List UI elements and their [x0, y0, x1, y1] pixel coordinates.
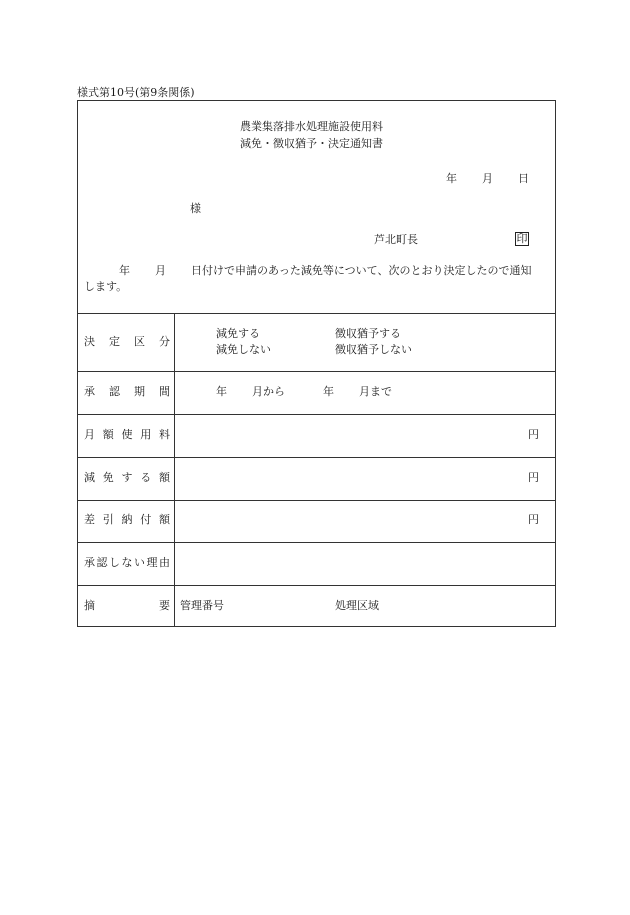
body-text-line2: します。	[84, 280, 128, 293]
label-column-divider	[174, 313, 175, 626]
issuer-name: 芦北町長	[374, 233, 418, 246]
seal-mark: 印	[516, 232, 528, 245]
reduction-unit: 円	[528, 471, 539, 484]
summary-label-left: 摘	[84, 599, 95, 612]
net-payment-label: 差引納付額	[84, 513, 170, 526]
management-number-label: 管理番号	[180, 599, 224, 612]
period-year-to: 年	[323, 385, 334, 398]
treatment-area-label: 処理区域	[335, 599, 379, 612]
row-divider	[78, 414, 555, 415]
notice-form	[77, 100, 556, 627]
body-text-line1: 日付けで申請のあった減免等について、次のとおり決定したので通知	[191, 264, 532, 277]
reduction-label: 減免する額	[84, 471, 170, 484]
form-title-line1: 農業集落排水処理施設使用料	[240, 120, 383, 133]
period-label: 承認期間	[84, 385, 170, 398]
addressee-honorific: 様	[190, 202, 201, 215]
decision-option-no-reduce: 減免しない	[216, 343, 271, 356]
decision-option-reduce: 減免する	[216, 327, 260, 340]
monthly-fee-label: 月額使用料	[84, 428, 170, 441]
date-day: 日	[518, 172, 529, 185]
decision-option-defer: 徴収猶予する	[335, 327, 401, 340]
form-number: 様式第10号(第9条関係)	[77, 86, 195, 99]
monthly-fee-unit: 円	[528, 428, 539, 441]
date-year: 年	[446, 172, 457, 185]
period-month-to: 月まで	[359, 385, 392, 398]
row-divider	[78, 500, 555, 501]
date-month: 月	[482, 172, 493, 185]
summary-label-right: 要	[159, 599, 170, 612]
body-year: 年	[119, 264, 130, 277]
row-divider	[78, 371, 555, 372]
period-year-from: 年	[216, 385, 227, 398]
form-title-line2: 減免・徴収猶予・決定通知書	[240, 137, 383, 150]
net-payment-unit: 円	[528, 513, 539, 526]
decision-option-no-defer: 徴収猶予しない	[335, 343, 412, 356]
body-month: 月	[155, 264, 166, 277]
row-divider	[78, 585, 555, 586]
decision-label: 決定区分	[84, 335, 170, 348]
table-top-border	[78, 313, 555, 314]
rejection-reason-label: 承認しない理由	[84, 556, 170, 569]
row-divider	[78, 457, 555, 458]
period-month-from: 月から	[252, 385, 285, 398]
row-divider	[78, 542, 555, 543]
